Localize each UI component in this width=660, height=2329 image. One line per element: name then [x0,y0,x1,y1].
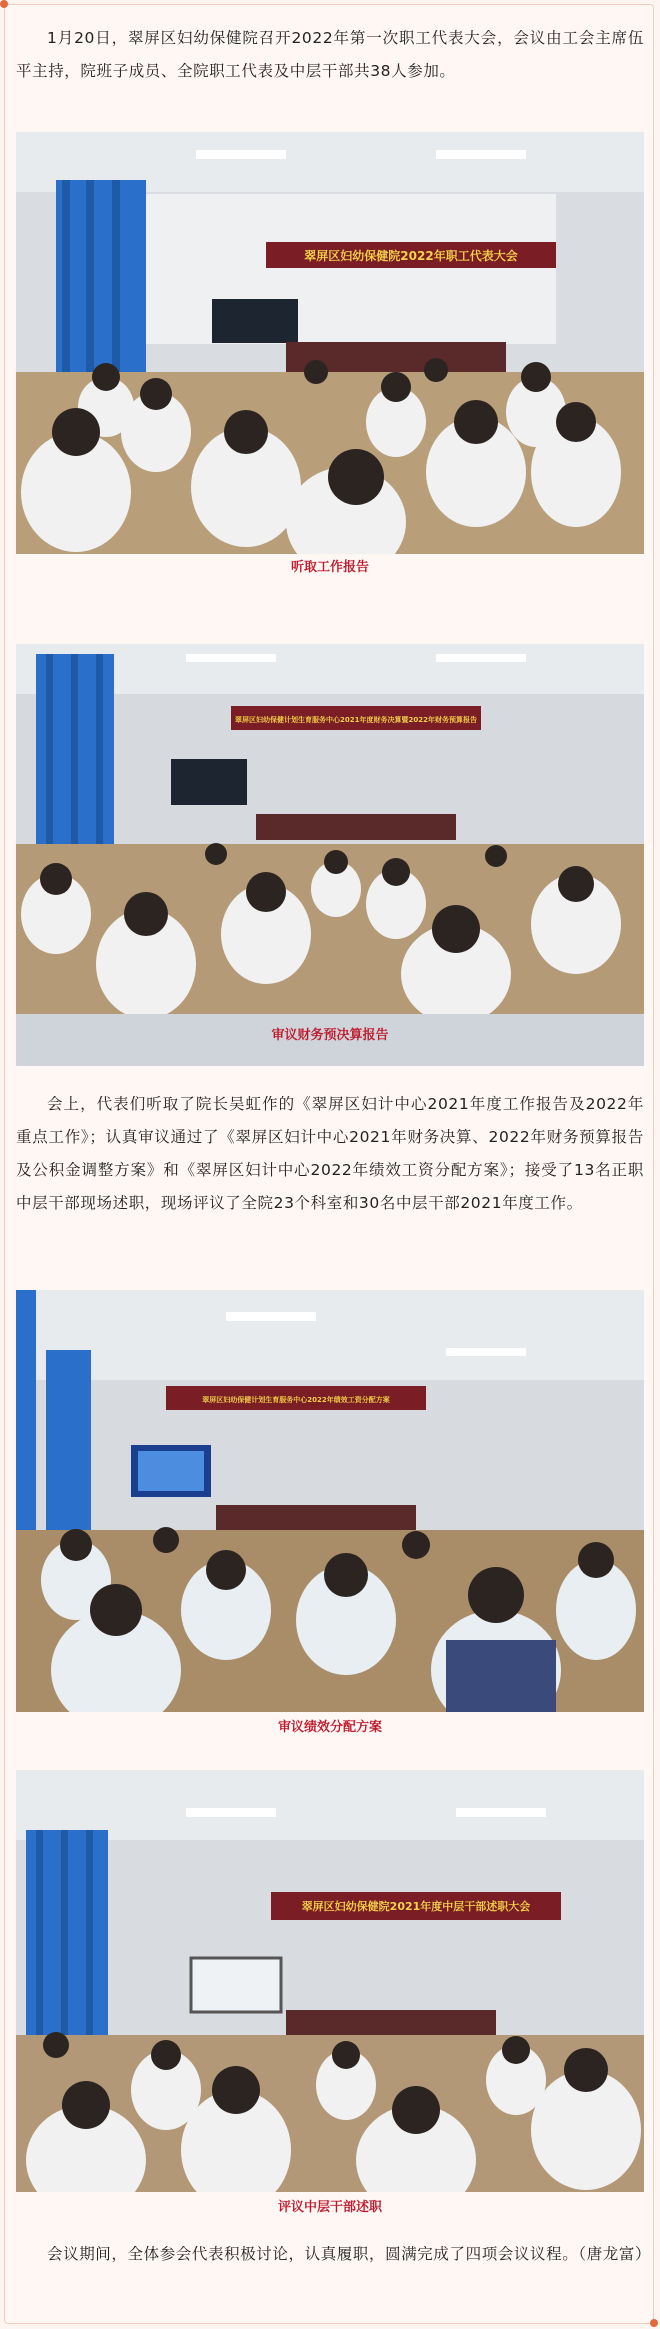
banner-text: 翠屏区妇幼保健计划生育服务中心2022年绩效工资分配方案 [202,1396,390,1404]
paragraph-body: 会上，代表们听取了院长吴虹作的《翠屏区妇计中心2021年度工作报告及2022年重点工作》；认真审议通过了《翠屏区妇计中心2021年财务决算、2022年财务预算报告及公积金调整方案》和《翠屏区妇计中心2022年绩效工资分配方案》；接受了13名正职中层干部现场述职，现场评议了全院23个科室和30名中层干部2021年度工作。 [16,1095,644,1212]
photo-caption-4: 评议中层干部述职 [277,2200,382,2215]
banner-text: 翠屏区妇幼保健院2021年度中层干部述职大会 [301,1900,531,1913]
photo-caption-1: 听取工作报告 [290,560,369,575]
banner-text: 翠屏区妇幼保健计划生育服务中心2021年度财务决算暨2022年财务预算报告 [235,716,477,724]
corner-decoration [0,0,8,8]
banner-text: 翠屏区妇幼保健院2022年职工代表大会 [304,249,518,263]
photo-caption-3: 审议绩效分配方案 [277,1720,382,1735]
meeting-photo-2 [16,644,644,1066]
meeting-photo-3 [16,1290,644,1712]
paragraph-closing: 会议期间，全体参会代表积极讨论，认真履职，圆满完成了四项会议议程。（唐龙富） [47,2245,652,2263]
meeting-photo-4 [16,1770,644,2192]
corner-decoration [650,2319,658,2327]
photo-caption-2: 审议财务预决算报告 [271,1028,389,1043]
meeting-photo-1 [16,132,644,554]
paragraph-intro: 1月20日，翠屏区妇幼保健院召开2022年第一次职工代表大会，会议由工会主席伍平主持，院班子成员、全院职工代表及中层干部共38人参加。 [16,29,644,80]
